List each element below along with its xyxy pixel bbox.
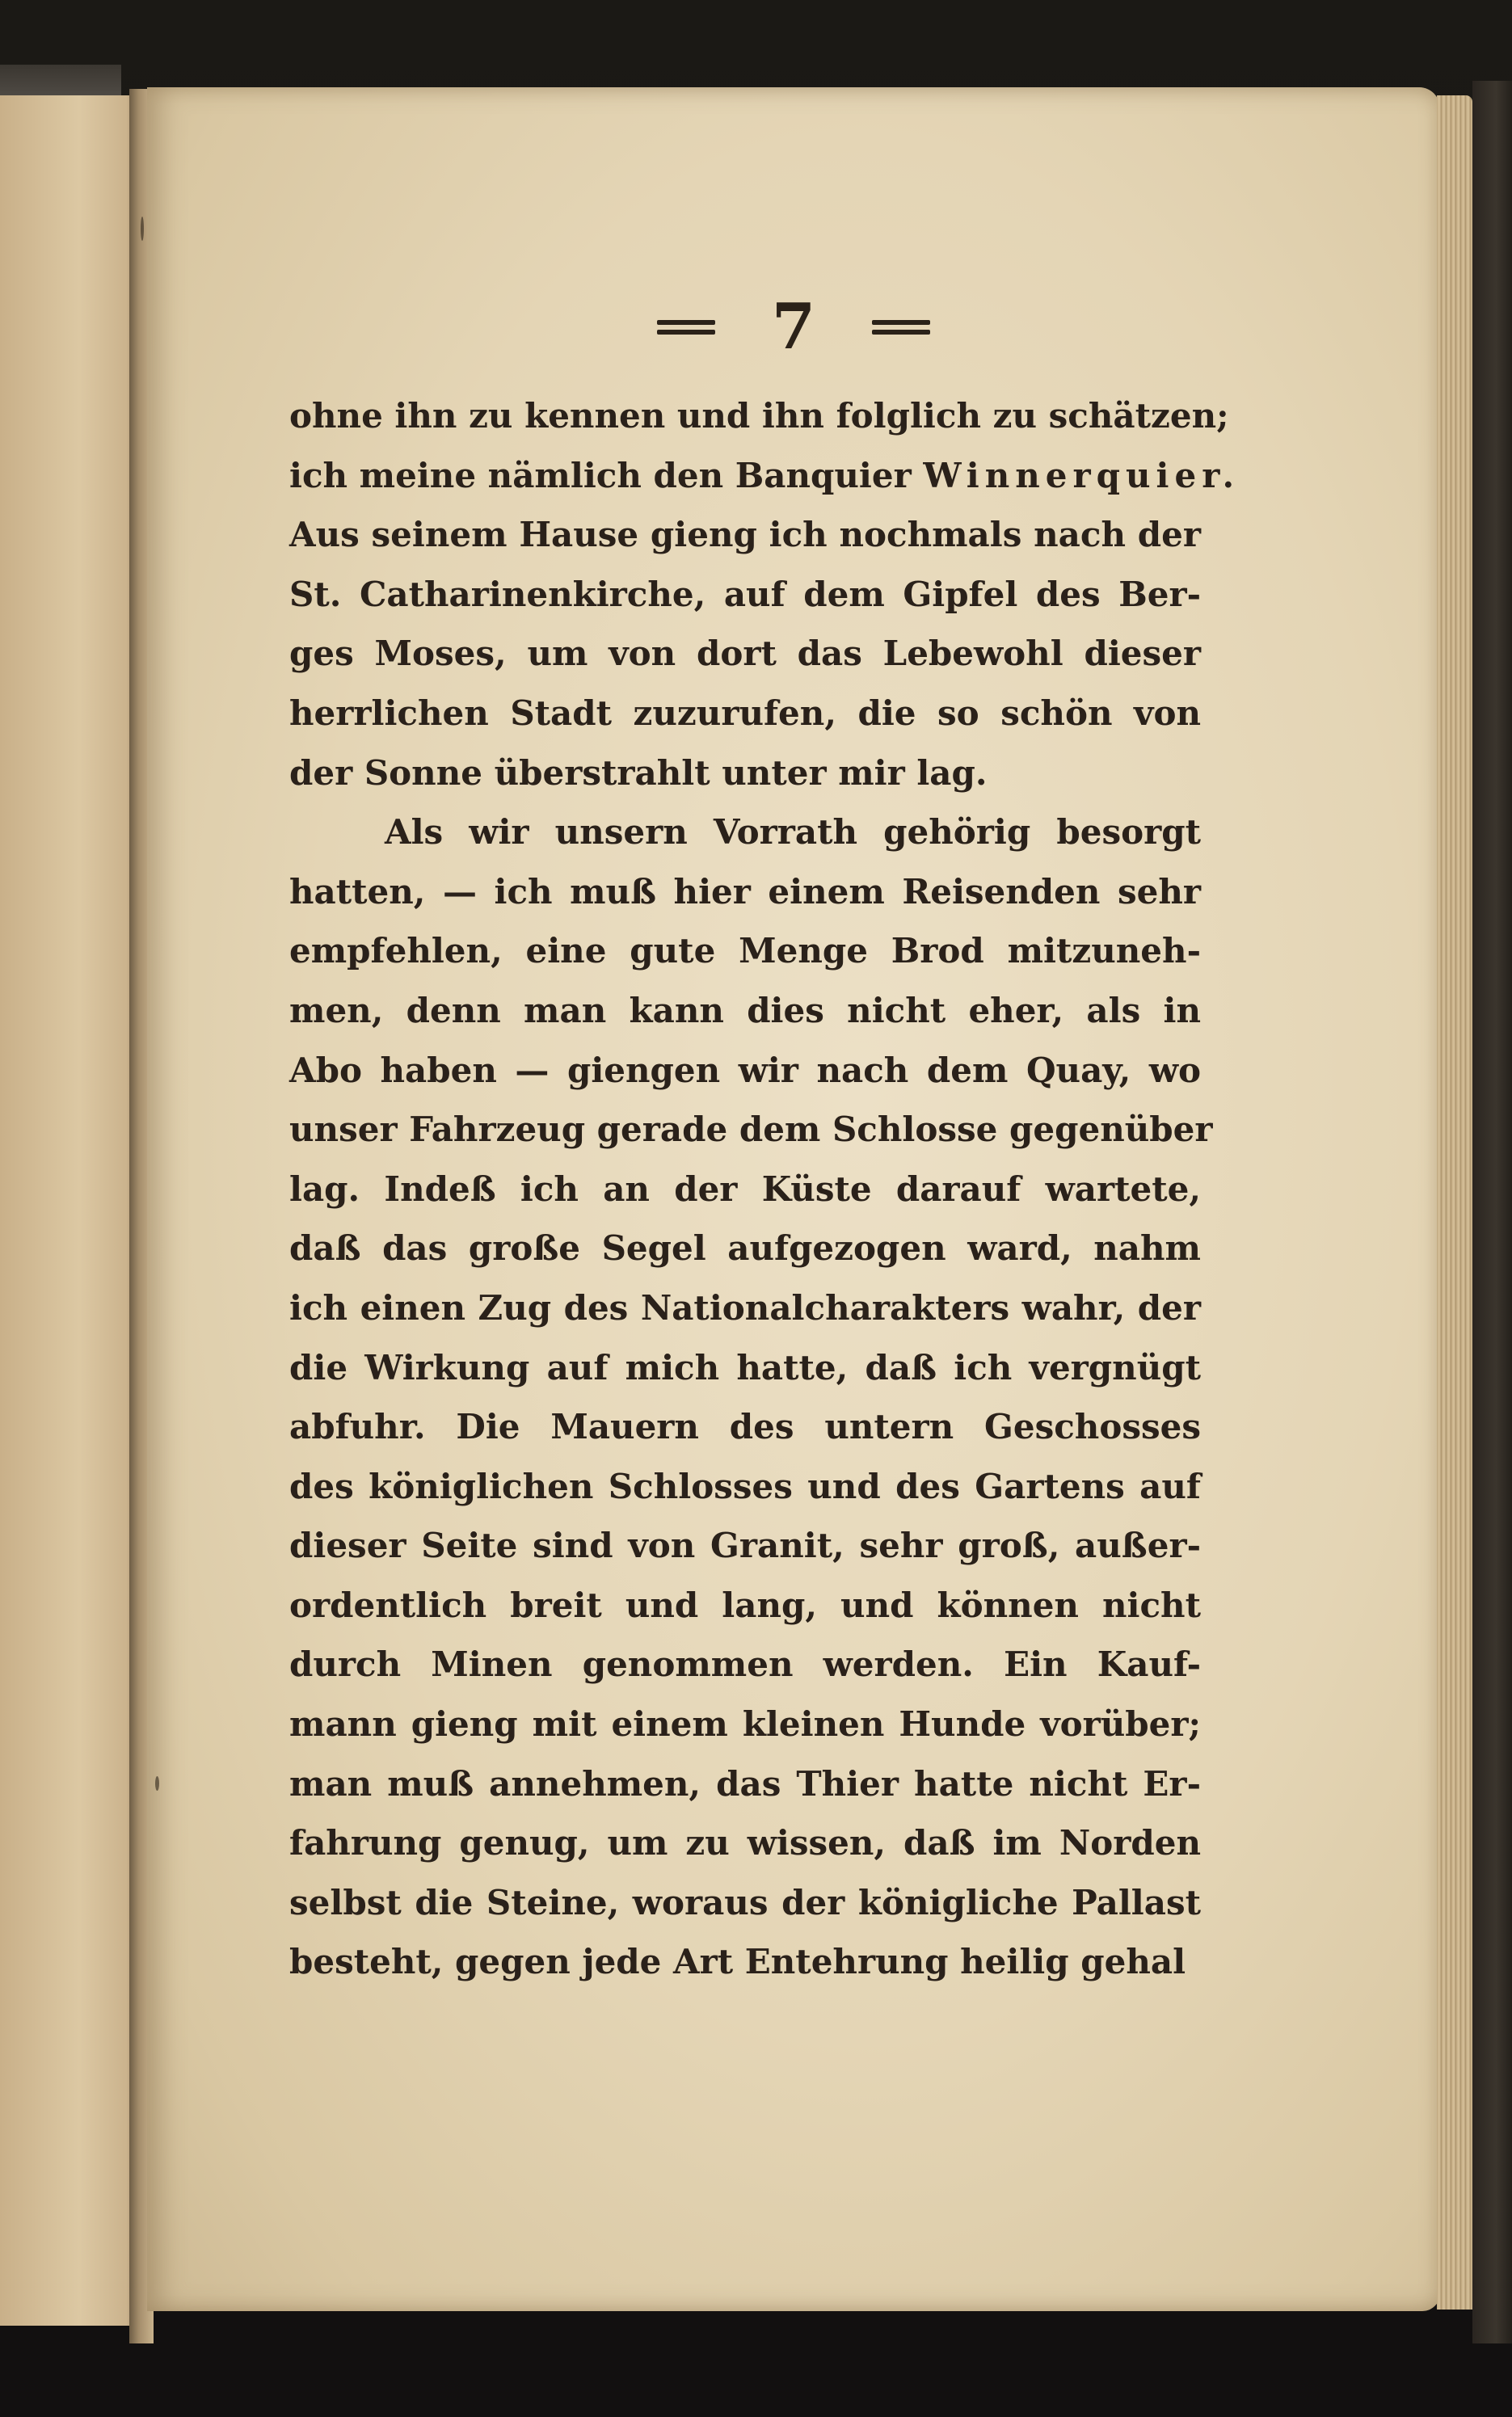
page-speck (141, 217, 144, 241)
body-text (289, 386, 1240, 1992)
running-head (147, 279, 1440, 376)
text-line-content: ich einen Zug des Nationalcharakters wahr, der (289, 1287, 1201, 1328)
text-line-content: die Wirkung auf mich hatte, daß ich vergnügt (289, 1347, 1201, 1387)
text-line (289, 1100, 1213, 1160)
text-line-content: man muß annehmen, das Thier hatte nicht Er- (289, 1763, 1201, 1804)
text-line (289, 1160, 1201, 1219)
text-line-content: ordentlich breit und lang, und können nicht (289, 1585, 1201, 1625)
text-line-content: lag. Indeß ich an der Küste darauf wartete, (289, 1168, 1201, 1209)
page-speck (155, 1776, 159, 1791)
text-line (289, 1457, 1201, 1517)
text-line-content: besteht, gegen jede Art Entehrung heilig gehal (289, 1942, 1186, 1982)
text-line (289, 802, 1201, 862)
book-cover-edge (1472, 81, 1512, 2343)
page-number: 7 (771, 290, 816, 364)
text-line (289, 743, 1201, 803)
text-line (289, 1219, 1201, 1278)
text-line-content: mann gieng mit einem kleinen Hunde vorüber; (289, 1704, 1201, 1745)
page-fore-edge (1437, 95, 1472, 2310)
text-line (289, 1873, 1201, 1933)
text-line (289, 1576, 1201, 1636)
text-line (289, 565, 1201, 625)
text-line-content: ges Moses, um von dort das Lebewohl dieser (289, 634, 1201, 674)
text-line-content: empfehlen, eine gute Menge Brod mitzuneh- (289, 931, 1201, 971)
text-line-content: Als wir unsern Vorrath gehörig besorgt (385, 812, 1201, 853)
text-line-content: ich meine nämlich den Banquier (289, 455, 924, 495)
text-line (289, 386, 1229, 446)
left-page-edge (0, 95, 144, 2326)
text-line-content: Aus seinem Hause gieng ich nochmals nach der (289, 515, 1201, 555)
text-line-content: dieser Seite sind von Granit, sehr groß, außer- (289, 1526, 1201, 1566)
text-line (289, 981, 1201, 1041)
text-line-content: men, denn man kann dies nicht eher, als in (289, 990, 1201, 1030)
text-line-content: ohne ihn zu kennen und ihn folglich zu schätzen; (289, 396, 1229, 436)
text-line (289, 862, 1201, 922)
text-line-content: abfuhr. Die Mauern des untern Geschosses (289, 1407, 1201, 1447)
text-line (289, 1695, 1201, 1754)
text-line (289, 684, 1201, 743)
text-line-content: Abo haben — giengen wir nach dem Quay, wo (289, 1050, 1201, 1090)
text-line (289, 1338, 1201, 1398)
text-line (289, 921, 1201, 981)
text-line-content: unser Fahrzeug gerade dem Schlosse gegenüber (289, 1110, 1213, 1150)
text-line (289, 1397, 1201, 1457)
double-rule-ornament-right (872, 318, 930, 337)
text-line-content: hatten, — ich muß hier einem Reisenden sehr (289, 871, 1201, 912)
text-line-content: daß das große Segel aufgezogen ward, nahm (289, 1228, 1201, 1269)
text-line-content: fahrung genug, um zu wissen, daß im Norden (289, 1823, 1201, 1863)
double-rule-ornament-left (657, 318, 715, 337)
text-line (289, 624, 1201, 684)
text-line-content: herrlichen Stadt zuzurufen, die so schön von (289, 693, 1201, 733)
text-line (289, 1278, 1201, 1338)
text-line-content: der Sonne überstrahlt unter mir lag. (289, 752, 988, 793)
text-line (289, 1813, 1201, 1873)
text-line (289, 1516, 1201, 1576)
spaced-name: Winnerquier. (923, 455, 1240, 495)
text-line-content: des königlichen Schlosses und des Gartens auf (289, 1466, 1201, 1506)
text-line (289, 1635, 1201, 1695)
text-line (289, 446, 1240, 506)
text-line-content: selbst die Steine, woraus der königliche Pallast (289, 1882, 1201, 1922)
text-line (289, 1754, 1201, 1814)
text-line (289, 1041, 1201, 1101)
text-line-content: St. Catharinenkirche, auf dem Gipfel des Ber- (289, 574, 1201, 614)
text-line-content: durch Minen genommen werden. Ein Kauf- (289, 1644, 1201, 1685)
text-line (289, 1932, 1201, 1992)
text-line (289, 505, 1201, 565)
